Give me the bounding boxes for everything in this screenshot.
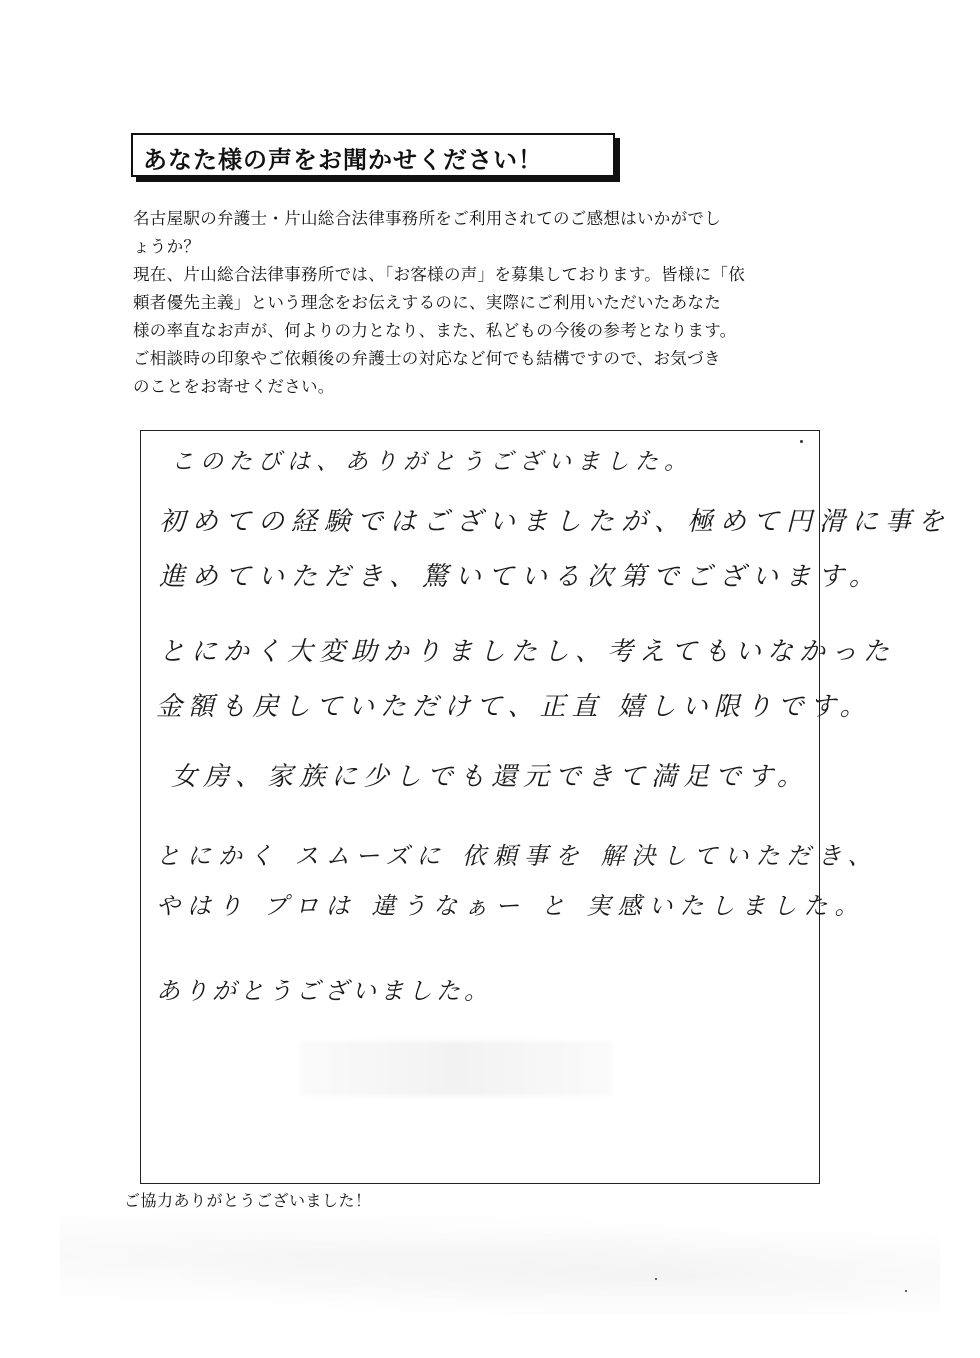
page-title: あなた様の声をお聞かせください！ — [143, 146, 543, 174]
handwritten-line: 女房、家族に少しでも還元できて満足です。 — [171, 762, 809, 792]
page-title-box — [131, 133, 615, 177]
handwritten-line: とにかく大変助かりましたし、考えてもいなかった — [159, 637, 896, 667]
intro-line: 現在、片山総合法律事務所では、「お客様の声」を募集しております。皆様に「依 — [133, 265, 746, 284]
intro-line: 名古屋駅の弁護士・片山総合法律事務所をご利用されてのご感想はいかがでし — [133, 209, 721, 228]
scan-speck — [800, 440, 803, 443]
handwritten-line: とにかく スムーズに 依頼事を 解決していただき、 — [156, 842, 879, 870]
handwritten-line: やはり プロは 違うなぁー と 実感いたしました。 — [156, 892, 866, 920]
handwritten-line: 初めての経験ではございましたが、極めて円滑に事を — [159, 507, 952, 537]
thanks-message: ご協力ありがとうございました！ — [124, 1191, 372, 1210]
intro-line: 様の率直なお声が、何よりの力となり、また、私どもの今後の参考となります。 — [133, 321, 737, 340]
intro-line: 頼者優先主義」という理念をお伝えするのに、実際にご利用いただいたあなた — [133, 293, 721, 312]
redacted-footer-area — [60, 1215, 940, 1315]
intro-text — [133, 205, 838, 401]
handwritten-line: このたびは、ありがとうございました。 — [171, 449, 693, 475]
intro-line: ょうか？ — [133, 237, 201, 256]
handwritten-line: 金額も戻していただけて、正直 嬉しい限りです。 — [156, 692, 872, 722]
intro-line: のことをお寄せください。 — [133, 377, 335, 396]
redacted-signature-area — [301, 1041, 611, 1096]
intro-line: ご相談時の印象やご依頼後の弁護士の対応など何でも結構ですので、お気づき — [133, 349, 721, 368]
handwritten-line: 進めていただき、驚いている次第でございます。 — [159, 562, 882, 592]
handwritten-response-box — [140, 430, 952, 1184]
scan-speck — [905, 1290, 907, 1292]
handwritten-line: ありがとうございました。 — [156, 977, 492, 1005]
scan-speck — [655, 1278, 657, 1280]
